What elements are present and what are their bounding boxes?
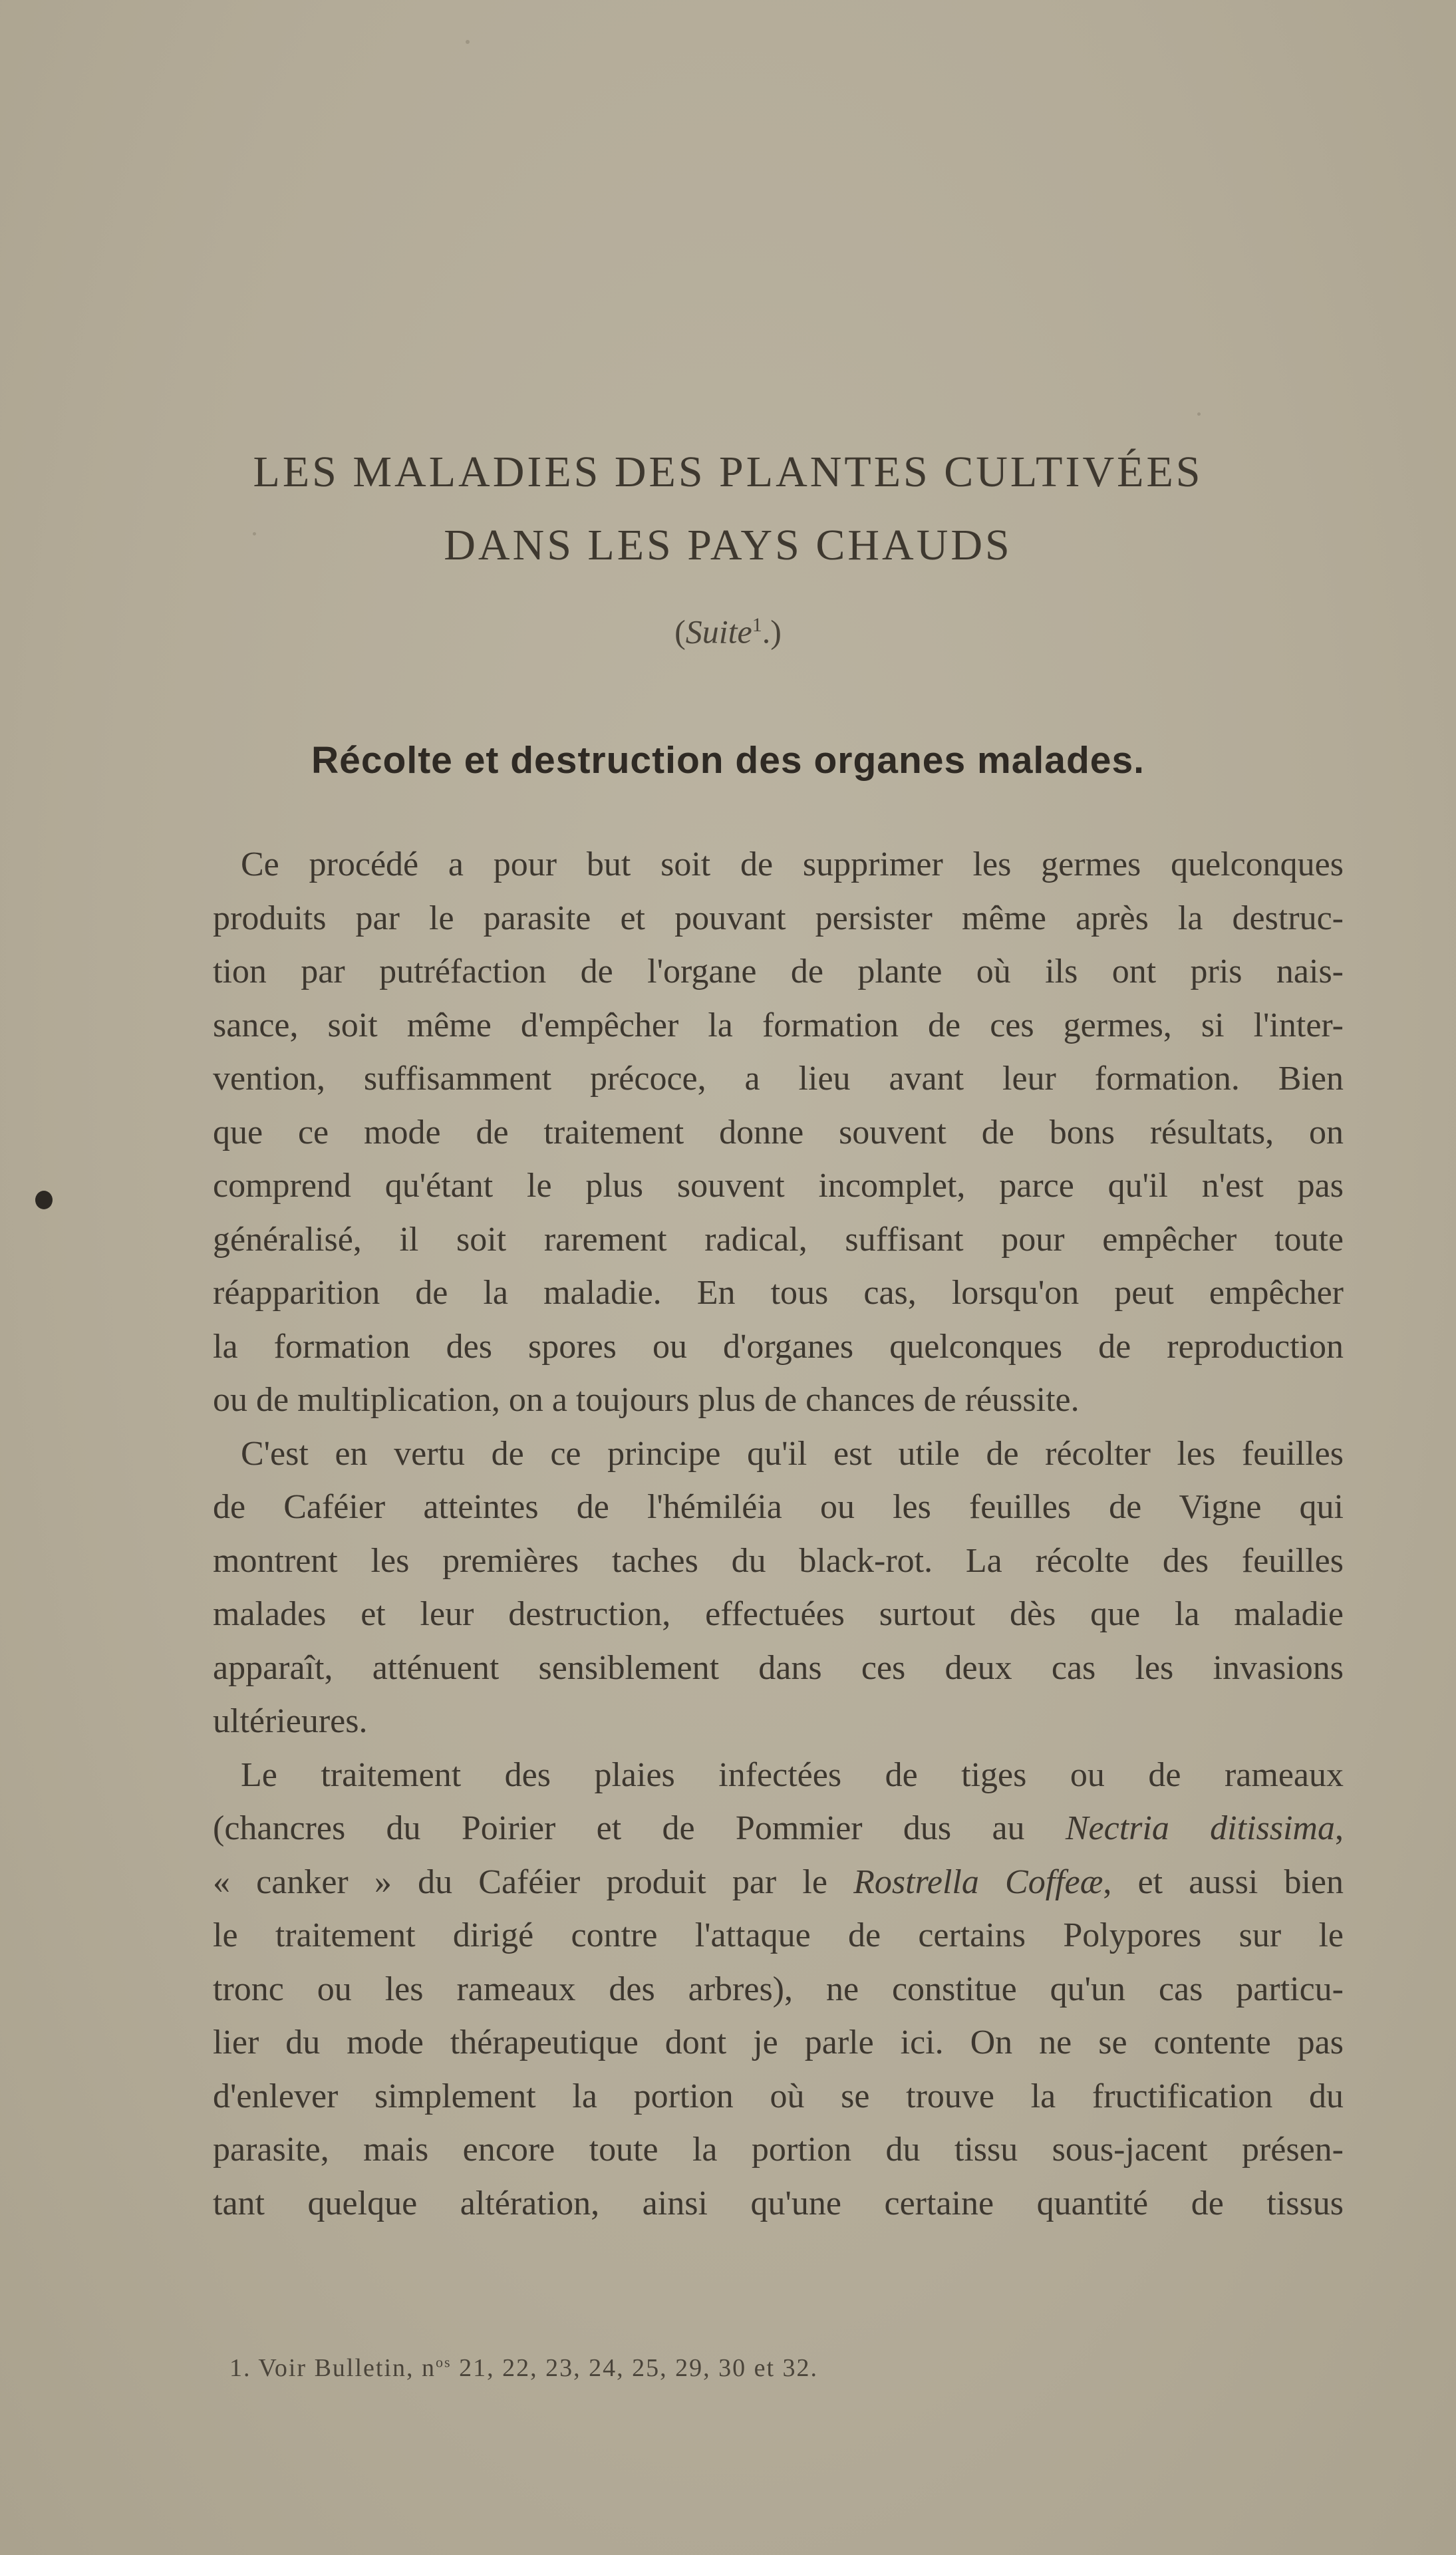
body-text: [213, 838, 1344, 2230]
text-line: ou de multiplication, on a toujours plus de chances de réussite.: [213, 1381, 1080, 1419]
text-line: apparaît, atténuent sensiblement dans ces deux cas les invasions: [213, 1648, 1344, 1687]
text-line: généralisé, il soit rarement radical, suffisant pour empêcher toute: [213, 1220, 1344, 1259]
text-line: vention, suffisamment précoce, a lieu avant leur formation. Bien: [213, 1060, 1344, 1098]
text-line: que ce mode de traitement donne souvent de bons résultats, on: [213, 1113, 1344, 1151]
text-line-with-italic: « canker » du Caféier produit par le Rostrella Coffeæ, et aussi bien: [213, 1863, 1344, 1901]
text-line-with-italic: (chancres du Poirier et de Pommier dus au Nectria ditissima,: [213, 1809, 1344, 1847]
text-line: le traitement dirigé contre l'attaque de certains Polypores sur le: [213, 1916, 1344, 1954]
text-line: la formation des spores ou d'organes quelconques de reproduction: [213, 1327, 1344, 1366]
footnote-number: 1.: [229, 2354, 251, 2382]
footnote: [229, 2353, 818, 2383]
text-line: malades et leur destruction, effectuées surtout dès que la maladie: [213, 1595, 1344, 1633]
text-line: C'est en vertu de ce principe qu'il est utile de récolter les feuilles: [241, 1434, 1344, 1473]
text-line: réapparition de la maladie. En tous cas, lorsqu'on peut empêcher: [213, 1274, 1344, 1312]
ink-blot-mark: [35, 1191, 53, 1209]
footnote-superscript: os: [436, 2353, 452, 2371]
text-line: comprend qu'étant le plus souvent incomplet, parce qu'il n'est pas: [213, 1167, 1344, 1205]
footnote-text-before: Voir Bulletin, n: [258, 2354, 436, 2382]
text-line: d'enlever simplement la portion où se trouve la fructification du: [213, 2077, 1344, 2115]
paper-speck: [1197, 412, 1201, 416]
text-line: de Caféier atteintes de l'hémiléia ou les feuilles de Vigne qui: [213, 1488, 1344, 1526]
paper-speck: [466, 40, 470, 44]
text-line: tant quelque altération, ainsi qu'une certaine quantité de tissus: [213, 2184, 1344, 2222]
scientific-name: Nectria ditissima: [1065, 1809, 1335, 1847]
text-line: tion par putréfaction de l'organe de plante où ils ont pris nais-: [213, 953, 1344, 990]
footnote-text-after: 21, 22, 23, 24, 25, 29, 30 et 32.: [451, 2354, 819, 2382]
scientific-name: Rostrella Coffeæ: [853, 1863, 1103, 1901]
text-line: produits par le parasite et pouvant persister même après la destruc-: [213, 899, 1344, 937]
suite-close: .): [762, 613, 782, 651]
text-line: lier du mode thérapeutique dont je parle ici. On ne se contente pas: [213, 2024, 1344, 2061]
continuation-note: (Suite$^1$.): [674, 613, 782, 651]
text-line: Ce procédé a pour but soit de supprimer les germes quelconques: [241, 845, 1344, 883]
text-line: parasite, mais encore toute la portion du tissu sous-jacent présen-: [213, 2131, 1344, 2169]
footnote-reference: 1: [752, 614, 762, 636]
article-title-block: [0, 439, 1456, 652]
suite-word: Suite: [685, 613, 752, 651]
text-line: ultérieures.: [213, 1702, 368, 1740]
article-title-line-2: DANS LES PAYS CHAUDS: [444, 521, 1012, 569]
text-line: tronc ou les rameaux des arbres), ne constitue qu'un cas particu-: [213, 1970, 1344, 2008]
section-heading: Récolte et destruction des organes malades.: [311, 739, 1145, 782]
text-line: montrent les premières taches du black-rot. La récolte des feuilles: [213, 1541, 1344, 1580]
text-line: sance, soit même d'empêcher la formation de ces germes, si l'inter-: [213, 1006, 1344, 1044]
article-title-line-1: LES MALADIES DES PLANTES CULTIVÉES: [253, 448, 1203, 496]
text-line: Le traitement des plaies infectées de tiges ou de rameaux: [241, 1755, 1344, 1794]
